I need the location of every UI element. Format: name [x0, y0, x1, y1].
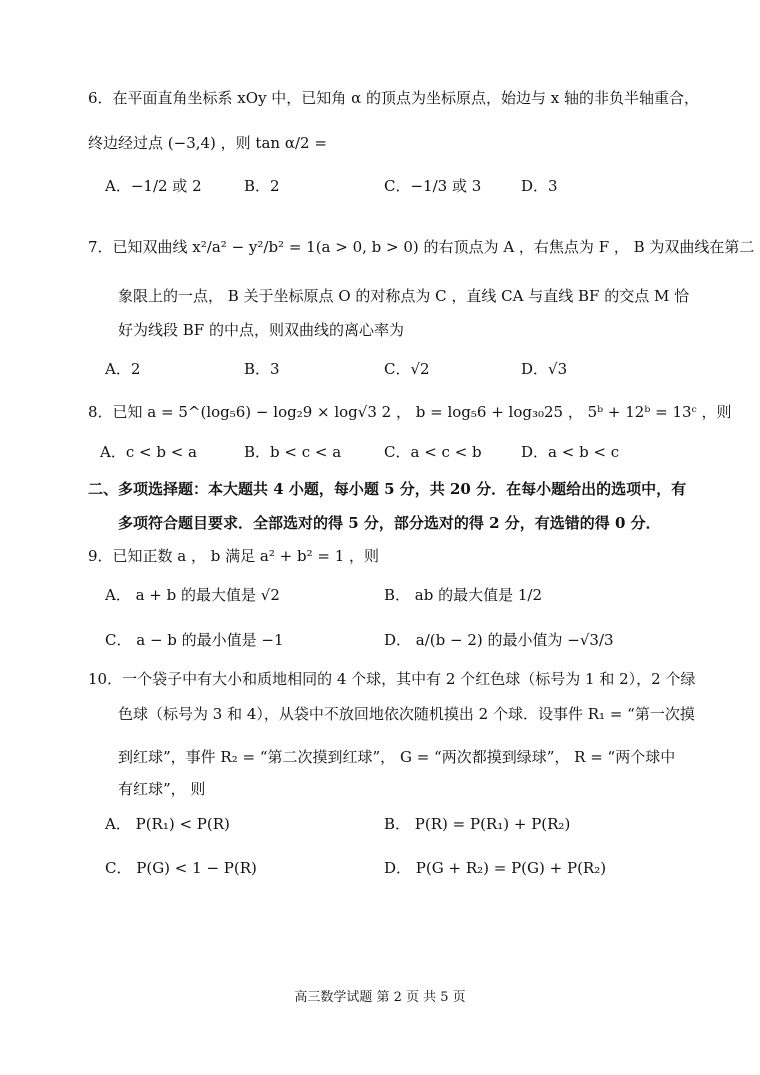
q8-line1: 8．已知 a = 5^(log₅6) − log₂9 × log√3 2 ， b = log₅6 + log₃₀25 ， 5ᵇ + 12ᵇ = 13ᶜ ，则	[88, 403, 732, 421]
q6-option-c: C．−1/3 或 3	[384, 177, 482, 195]
q6-line1: 6．在平面直角坐标系 xOy 中，已知角 α 的顶点为坐标原点，始边与 x 轴的非负半轴重合，	[88, 89, 699, 107]
q8-option-a: A．c < b < a	[100, 443, 197, 461]
q8-option-d: D．a < b < c	[521, 443, 620, 461]
q6-option-d: D．3	[521, 177, 558, 195]
q9-line1: 9．已知正数 a ， b 满足 a² + b² = 1 ，则	[88, 547, 380, 565]
q8-option-b: B．b < c < a	[244, 443, 342, 461]
q6-line2: 终边经过点 (−3,4) ，则 tan α/2 =	[88, 134, 327, 152]
q8-option-c: C．a < c < b	[384, 443, 482, 461]
section2-heading-line1: 二、多项选择题：本大题共 4 小题，每小题 5 分，共 20 分．在每小题给出的选项中，有	[88, 480, 687, 498]
q7-line2: 象限上的一点， B 关于坐标原点 O 的对称点为 C ，直线 CA 与直线 BF 的交点 M 恰	[118, 287, 690, 305]
q10-option-b: B． P(R) = P(R₁) + P(R₂)	[384, 815, 571, 833]
q7-option-b: B．3	[244, 360, 280, 378]
q10-line3: 到红球”，事件 R₂ = “第二次摸到红球”， G = “两次都摸到绿球”， R = “两个球中	[118, 748, 676, 766]
q10-option-d: D． P(G + R₂) = P(G) + P(R₂)	[384, 859, 607, 877]
page-footer: 高三数学试题 第 2 页 共 5 页	[294, 990, 466, 1005]
q10-option-a: A． P(R₁) < P(R)	[105, 815, 230, 833]
q6-option-b: B．2	[244, 177, 280, 195]
q7-line3: 好为线段 BF 的中点，则双曲线的离心率为	[118, 321, 404, 339]
q7-option-a: A．2	[105, 360, 141, 378]
q9-option-d: D． a/(b − 2) 的最小值为 −√3/3	[384, 631, 614, 649]
q9-option-b: B． ab 的最大值是 1/2	[384, 586, 543, 604]
q7-option-d: D．√3	[521, 360, 568, 378]
q10-line4: 有红球”， 则	[118, 780, 206, 798]
q7-option-c: C．√2	[384, 360, 430, 378]
q9-option-c: C． a − b 的最小值是 −1	[105, 631, 284, 649]
section2-heading-line2: 多项符合题目要求．全部选对的得 5 分，部分选对的得 2 分，有选错的得 0 分．	[118, 514, 661, 532]
q6-option-a: A．−1/2 或 2	[105, 177, 202, 195]
q7-line1: 7．已知双曲线 x²/a² − y²/b² = 1(a > 0, b > 0) 的右顶点为 A ，右焦点为 F ， B 为双曲线在第二	[88, 238, 755, 256]
q10-line1: 10．一个袋子中有大小和质地相同的 4 个球，其中有 2 个红色球（标号为 1 和 2），2 个绿	[88, 670, 696, 688]
q10-option-c: C． P(G) < 1 − P(R)	[105, 859, 257, 877]
q9-option-a: A． a + b 的最大值是 √2	[105, 586, 280, 604]
q10-line2: 色球（标号为 3 和 4），从袋中不放回地依次随机摸出 2 个球．设事件 R₁ = “第一次摸	[118, 705, 695, 723]
